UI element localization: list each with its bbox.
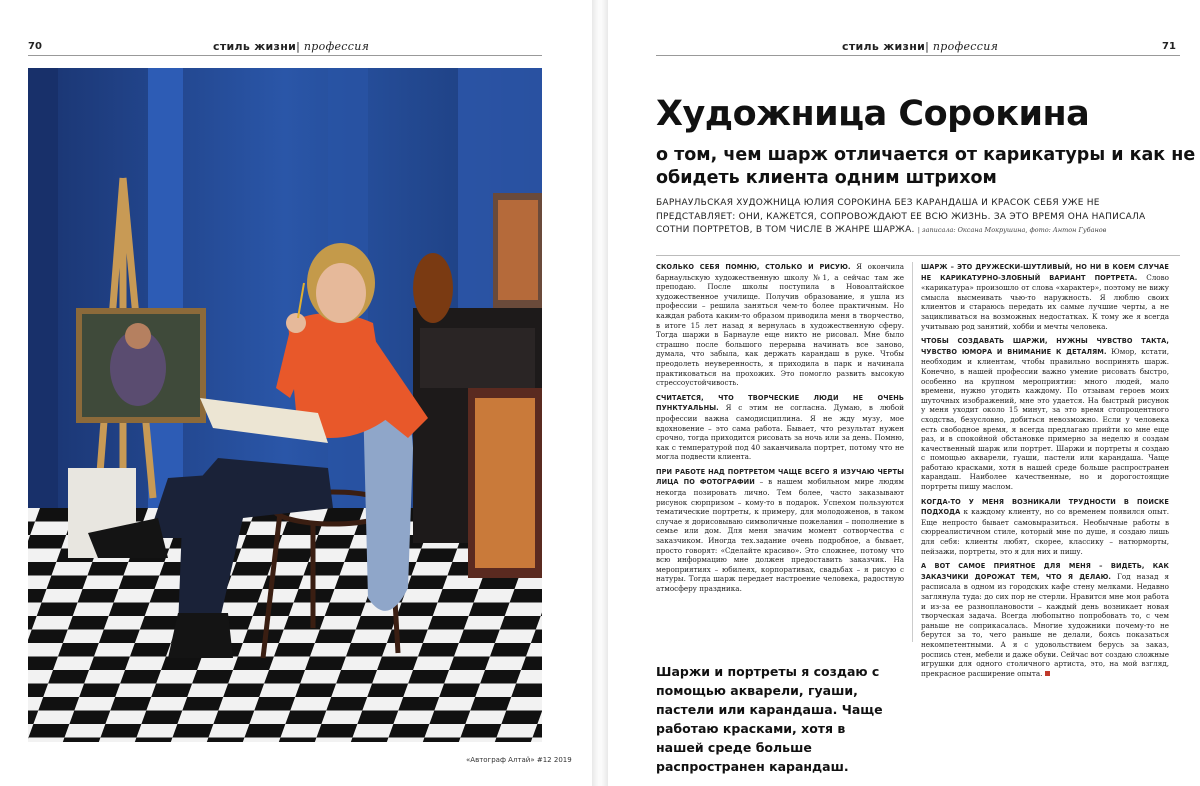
end-mark — [1045, 671, 1050, 676]
paragraph-text: Я с этим не согласна. Думаю, в любой профессии важна самодисциплина. Я не жду музу, мое вдохновение – это сама работа. Бывает, что результат нужен срочно, тогда приходится рисовать за ночь или за день. Помню, как с температурой под 40 заканчивала портрет, потому что не могла подвести клиента. — [656, 403, 904, 462]
paragraph — [921, 336, 1169, 492]
paragraph-lead: А ВОТ САМОЕ ПРИЯТНОЕ ДЛЯ МЕНЯ – ВИДЕТЬ, КАК ЗАКАЗЧИКИ ДОРОЖАТ ТЕМ, ЧТО Я ДЕЛАЮ. — [921, 562, 1169, 581]
paragraph-lead: ЧТОБЫ СОЗДАВАТЬ ШАРЖИ, НУЖНЫ ЧУВСТВО ТАКТА, ЧУВСТВО ЮМОРА И ВНИМАНИЕ К ДЕТАЛЯМ. — [921, 337, 1169, 356]
section-label: стиль жизни — [842, 40, 926, 53]
header-rule — [28, 55, 542, 56]
magazine-footer: «Автограф Алтай» #12 2019 — [466, 756, 572, 764]
paragraph-lead: СКОЛЬКО СЕБЯ ПОМНЮ, СТОЛЬКО И РИСУЮ. — [656, 263, 851, 271]
article-lead — [656, 197, 1180, 238]
spine-gutter — [592, 0, 608, 786]
page-number: 71 — [1162, 41, 1176, 52]
paragraph — [656, 467, 904, 594]
paragraph — [921, 497, 1169, 557]
pull-quote: Шаржи и портреты я создаю с помощью акварели, гуаши, пастели или карандаша. Чаще работаю красками, хотя в нашей среде больше распространен карандаш. — [656, 664, 883, 774]
paragraph-text: Год назад я расписала в одном из городских кафе стену мелками. Недавно заглянула туда: до сих пор не стерли. Нравится мне моя работа и из-за ее разноплановости – каждый день возникает новая творческая задача. Всегда любопытно попробовать то, с чем раньше не соприкасалась. Многие художники почему-то не берутся за то, чего раньше не делали, боясь показаться некомпетентными. А я с удовольствием берусь за заказ, роспись стен, мебели и даже обуви. Сейчас вот создаю сложные игрушки для одного столичного артиста, это, на мой взгляд, прекрасное расширение опыта. — [921, 571, 1170, 678]
left-page — [0, 0, 592, 786]
paragraph-text: Я окончила барнаульскую художественную школу №1, а сейчас там же преподаю. После школы поступила в Новоалтайское художественное училище. Получив образование, я ушла из профессии – решила заняться чем-то более практичным. Но каждая работа каким-то образом приводила меня в творчество, в итоге 15 лет назад я вернулась в художественную сферу. Тогда шаржи в Барнауле еще никто не рисовал. Мне было страшно после большого перерыва начинать все заново, думала, что забыла, как держать карандаш в руке. Чтобы преодолеть неуверенность, я приходила в парк и начинала практиковаться на прохожих. Это помогло развить высокую стрессоустойчивость. — [656, 262, 904, 388]
column-separator — [912, 262, 913, 642]
photo-credit: | записала: Оксана Мокрушина, фото: Антон Губанов — [917, 226, 1107, 234]
subsection-label: профессия — [932, 40, 999, 53]
section-label: стиль жизни — [213, 40, 297, 53]
article-column-2 — [921, 262, 1169, 683]
paragraph — [656, 393, 904, 462]
subsection-label: профессия — [303, 40, 370, 53]
paragraph-text: Юмор, кстати, необходим и клиентам, чтобы правильно воспринять шарж. Конечно, в нашей профессии важно умение рисовать быстро, особенно на крупном мероприятии: много людей, мало времени, нужно угодить каждому. По отзывам героев моих шуточных изображений, мне это удается. На быстрый рисунок у меня уходит около 15 минут, за это время стопроцентного сходства, безусловно, добиться невозможно. Если у человека есть свободное время, я всегда предлагаю прийти ко мне еще раз, и в спокойной обстановке примерно за неделю я создам качественный шарж или портрет. Шаржи и портреты я создаю с помощью акварели, гуаши, пастели или карандаша. Чаще работаю красками, хотя в нашей среде больше распространен карандаш. Наиболее качественные, но и дорогостоящие портреты пишу маслом. — [921, 346, 1169, 492]
paragraph — [921, 262, 1169, 331]
page-number: 70 — [28, 41, 42, 52]
article-column-1 — [656, 262, 904, 599]
running-header: стиль жизни| профессия — [213, 40, 370, 53]
running-header: стиль жизни| профессия — [842, 40, 999, 53]
paragraph-lead: СЧИТАЕТСЯ, ЧТО ТВОРЧЕСКИЕ ЛЮДИ НЕ ОЧЕНЬ ПУНКТУАЛЬНЫ. — [656, 393, 904, 413]
paragraph — [921, 561, 1169, 678]
paragraph — [656, 262, 904, 388]
paragraph-text: – в нашем мобильном мире людям некогда позировать лично. Тем более, часто заказывают рисунок сюрпризом – кому-то в подарок. Успехом пользуются тематические портреты, к примеру, для молодоженов, в таком случае я дорисовываю символичные пожелания – пополнение в семье или дом. Для меня значим момент сотворчества с заказчиком. Иногда тех.задание очень подробное, а бывает, просто говорят: «Сделайте красиво». Это сложнее, потому что всю информацию мне должен предоставить заказчик. На мероприятиях – юбилеях, корпоративах, свадьбах – я рисую с натуры. Тогда шарж передает настроение человека, радостную атмосферу праздника. — [656, 477, 904, 593]
paragraph-text: к каждому клиенту, но со временем появился опыт. Еще непросто бывает самовыразиться. Необычные работы в сюрреалистичном стиле, который мне по душе, я создаю лишь для себя: клиенты любят, скорее, классику – натюрморты, пейзажи, портреты, это я для них и пишу. — [921, 507, 1169, 556]
paragraph-text: Слово «карикатура» произошло от слова «характер», поэтому не вижу смысла высмеивать чью-то наружность. Я люблю своих клиентов и стараюсь передать их самые лучшие черты, а не зацикливаться на возможных недостатках. К тому же я всегда учитываю род занятий, хобби и мечты человека. — [921, 272, 1169, 331]
right-page — [608, 0, 1200, 786]
paragraph-lead: ПРИ РАБОТЕ НАД ПОРТРЕТОМ ЧАЩЕ ВСЕГО Я ИЗУЧАЮ ЧЕРТЫ ЛИЦА ПО ФОТОГРАФИИ — [656, 467, 904, 487]
artist-photo — [28, 68, 542, 742]
header-rule — [656, 55, 1180, 56]
lead-text: БАРНАУЛЬСКАЯ ХУДОЖНИЦА ЮЛИЯ СОРОКИНА БЕЗ КАРАНДАША И КРАСОК СЕБЯ УЖЕ НЕ ПРЕДСТАВЛЯЕТ: ОНИ, КАЖЕТСЯ, СОПРОВОЖДАЮТ ЕЕ ВСЮ ЖИЗНЬ. ЗА ЭТО ВРЕМЯ ОНА НАПИСАЛА СОТНИ ПОРТРЕТОВ, В ТОМ ЧИСЛЕ В ЖАНРЕ ШАРЖА. — [656, 198, 1146, 235]
paragraph-lead: ШАРЖ – ЭТО ДРУЖЕСКИ-ШУТЛИВЫЙ, НО НИ В КОЕМ СЛУЧАЕ НЕ КАРИКАТУРНО-ЗЛОБНЫЙ ВАРИАНТ ПОРТРЕТА. — [921, 263, 1169, 282]
column-top-rule — [656, 255, 1180, 256]
article-title: Художница Сорокина — [656, 94, 1090, 134]
article-subtitle: о том, чем шарж отличается от карикатуры и как не обидеть клиента одним штрихом — [656, 145, 1196, 188]
paragraph-lead: КОГДА-ТО У МЕНЯ ВОЗНИКАЛИ ТРУДНОСТИ В ПОИСКЕ ПОДХОДА — [921, 497, 1169, 517]
